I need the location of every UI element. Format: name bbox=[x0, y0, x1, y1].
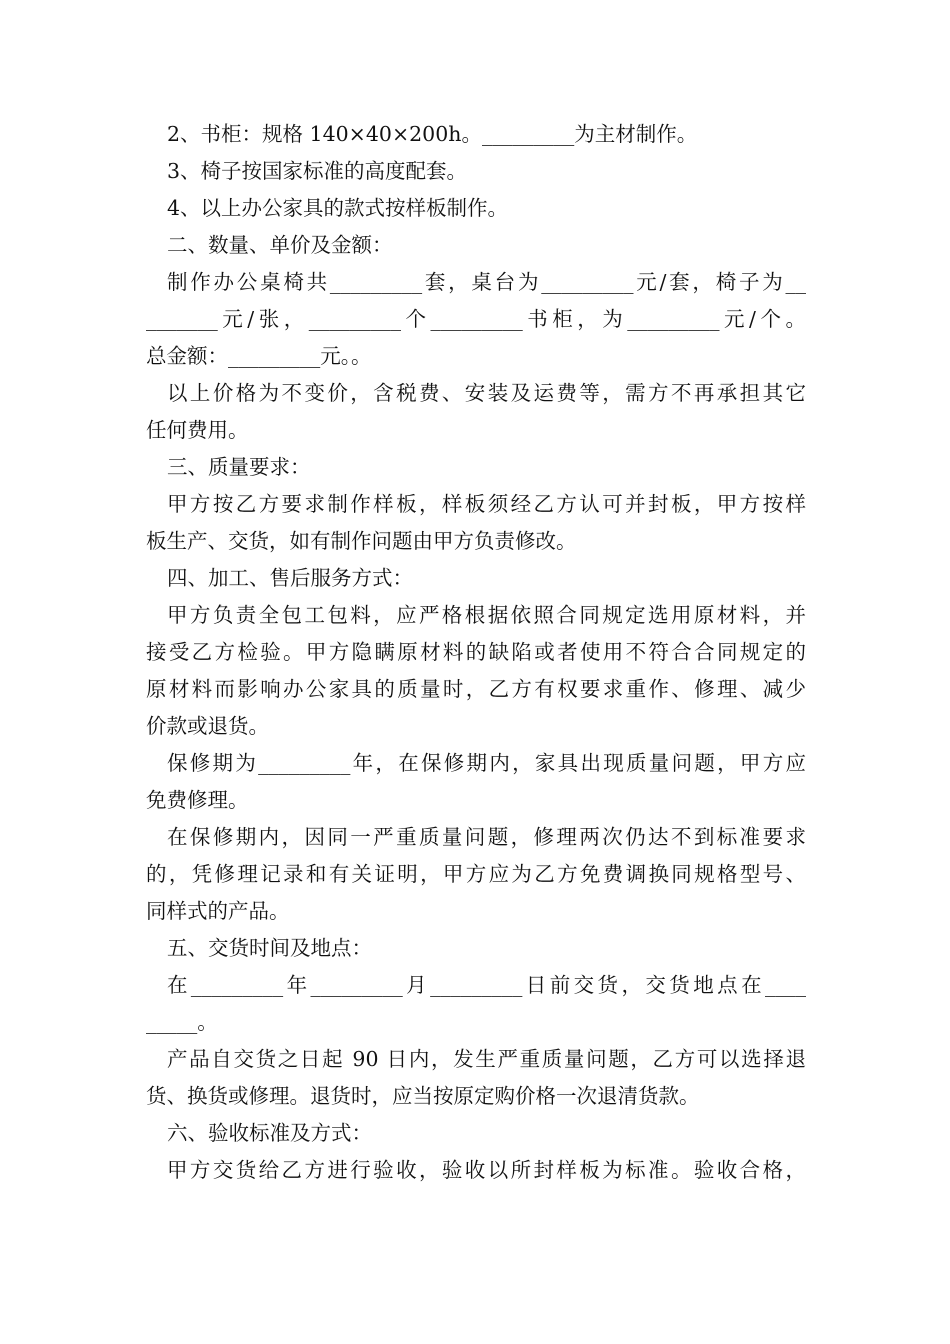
text-line: _______元/张，_________个_________书柜，为_________元/个。 bbox=[146, 307, 806, 331]
text-line: 保修期为_________年，在保修期内，家具出现质量问题，甲方应 bbox=[167, 751, 806, 775]
text-line: 甲方按乙方要求制作样板，样板须经乙方认可并封板，甲方按样 bbox=[167, 492, 806, 516]
text-line: 2、书柜：规格 140×40×200h。_________为主材制作。 bbox=[167, 122, 698, 146]
text-line: 总金额：_________元。。 bbox=[146, 344, 372, 368]
text-line: 以上价格为不变价，含税费、安装及运费等，需方不再承担其它 bbox=[167, 381, 806, 405]
text-line: 四、加工、售后服务方式： bbox=[167, 566, 413, 590]
text-line: 五、交货时间及地点： bbox=[167, 936, 372, 960]
text-line: 甲方交货给乙方进行验收，验收以所封样板为标准。验收合格， bbox=[167, 1158, 806, 1182]
text-line: 货、换货或修理。退货时，应当按原定购价格一次退清货款。 bbox=[146, 1084, 700, 1108]
text-line: 同样式的产品。 bbox=[146, 899, 290, 923]
text-line: 三、质量要求： bbox=[167, 455, 311, 479]
text-line: _____。 bbox=[146, 1010, 218, 1034]
text-line: 价款或退货。 bbox=[146, 714, 269, 738]
text-line: 的，凭修理记录和有关证明，甲方应为乙方免费调换同规格型号、 bbox=[146, 862, 806, 886]
text-line: 产品自交货之日起 90 日内，发生严重质量问题，乙方可以选择退 bbox=[167, 1047, 806, 1071]
text-line: 任何费用。 bbox=[146, 418, 249, 442]
text-line: 甲方负责全包工包料，应严格根据依照合同规定选用原材料，并 bbox=[167, 603, 806, 627]
text-line: 原材料而影响办公家具的质量时，乙方有权要求重作、修理、减少 bbox=[146, 677, 806, 701]
text-line: 4、以上办公家具的款式按样板制作。 bbox=[167, 196, 509, 220]
text-line: 免费修理。 bbox=[146, 788, 249, 812]
text-line: 六、验收标准及方式： bbox=[167, 1121, 372, 1145]
text-line: 板生产、交货，如有制作问题由甲方负责修改。 bbox=[146, 529, 577, 553]
text-line: 3、椅子按国家标准的高度配套。 bbox=[167, 159, 468, 183]
text-line: 制作办公桌椅共_________套，桌台为_________元/套，椅子为__ bbox=[167, 270, 806, 294]
text-line: 接受乙方检验。甲方隐瞒原材料的缺陷或者使用不符合合同规定的 bbox=[146, 640, 806, 664]
text-line: 在_________年_________月_________日前交货，交货地点在____ bbox=[167, 973, 806, 997]
document-body bbox=[146, 116, 806, 1189]
text-line: 在保修期内，因同一严重质量问题，修理两次仍达不到标准要求 bbox=[167, 825, 806, 849]
text-line: 二、数量、单价及金额： bbox=[167, 233, 393, 257]
